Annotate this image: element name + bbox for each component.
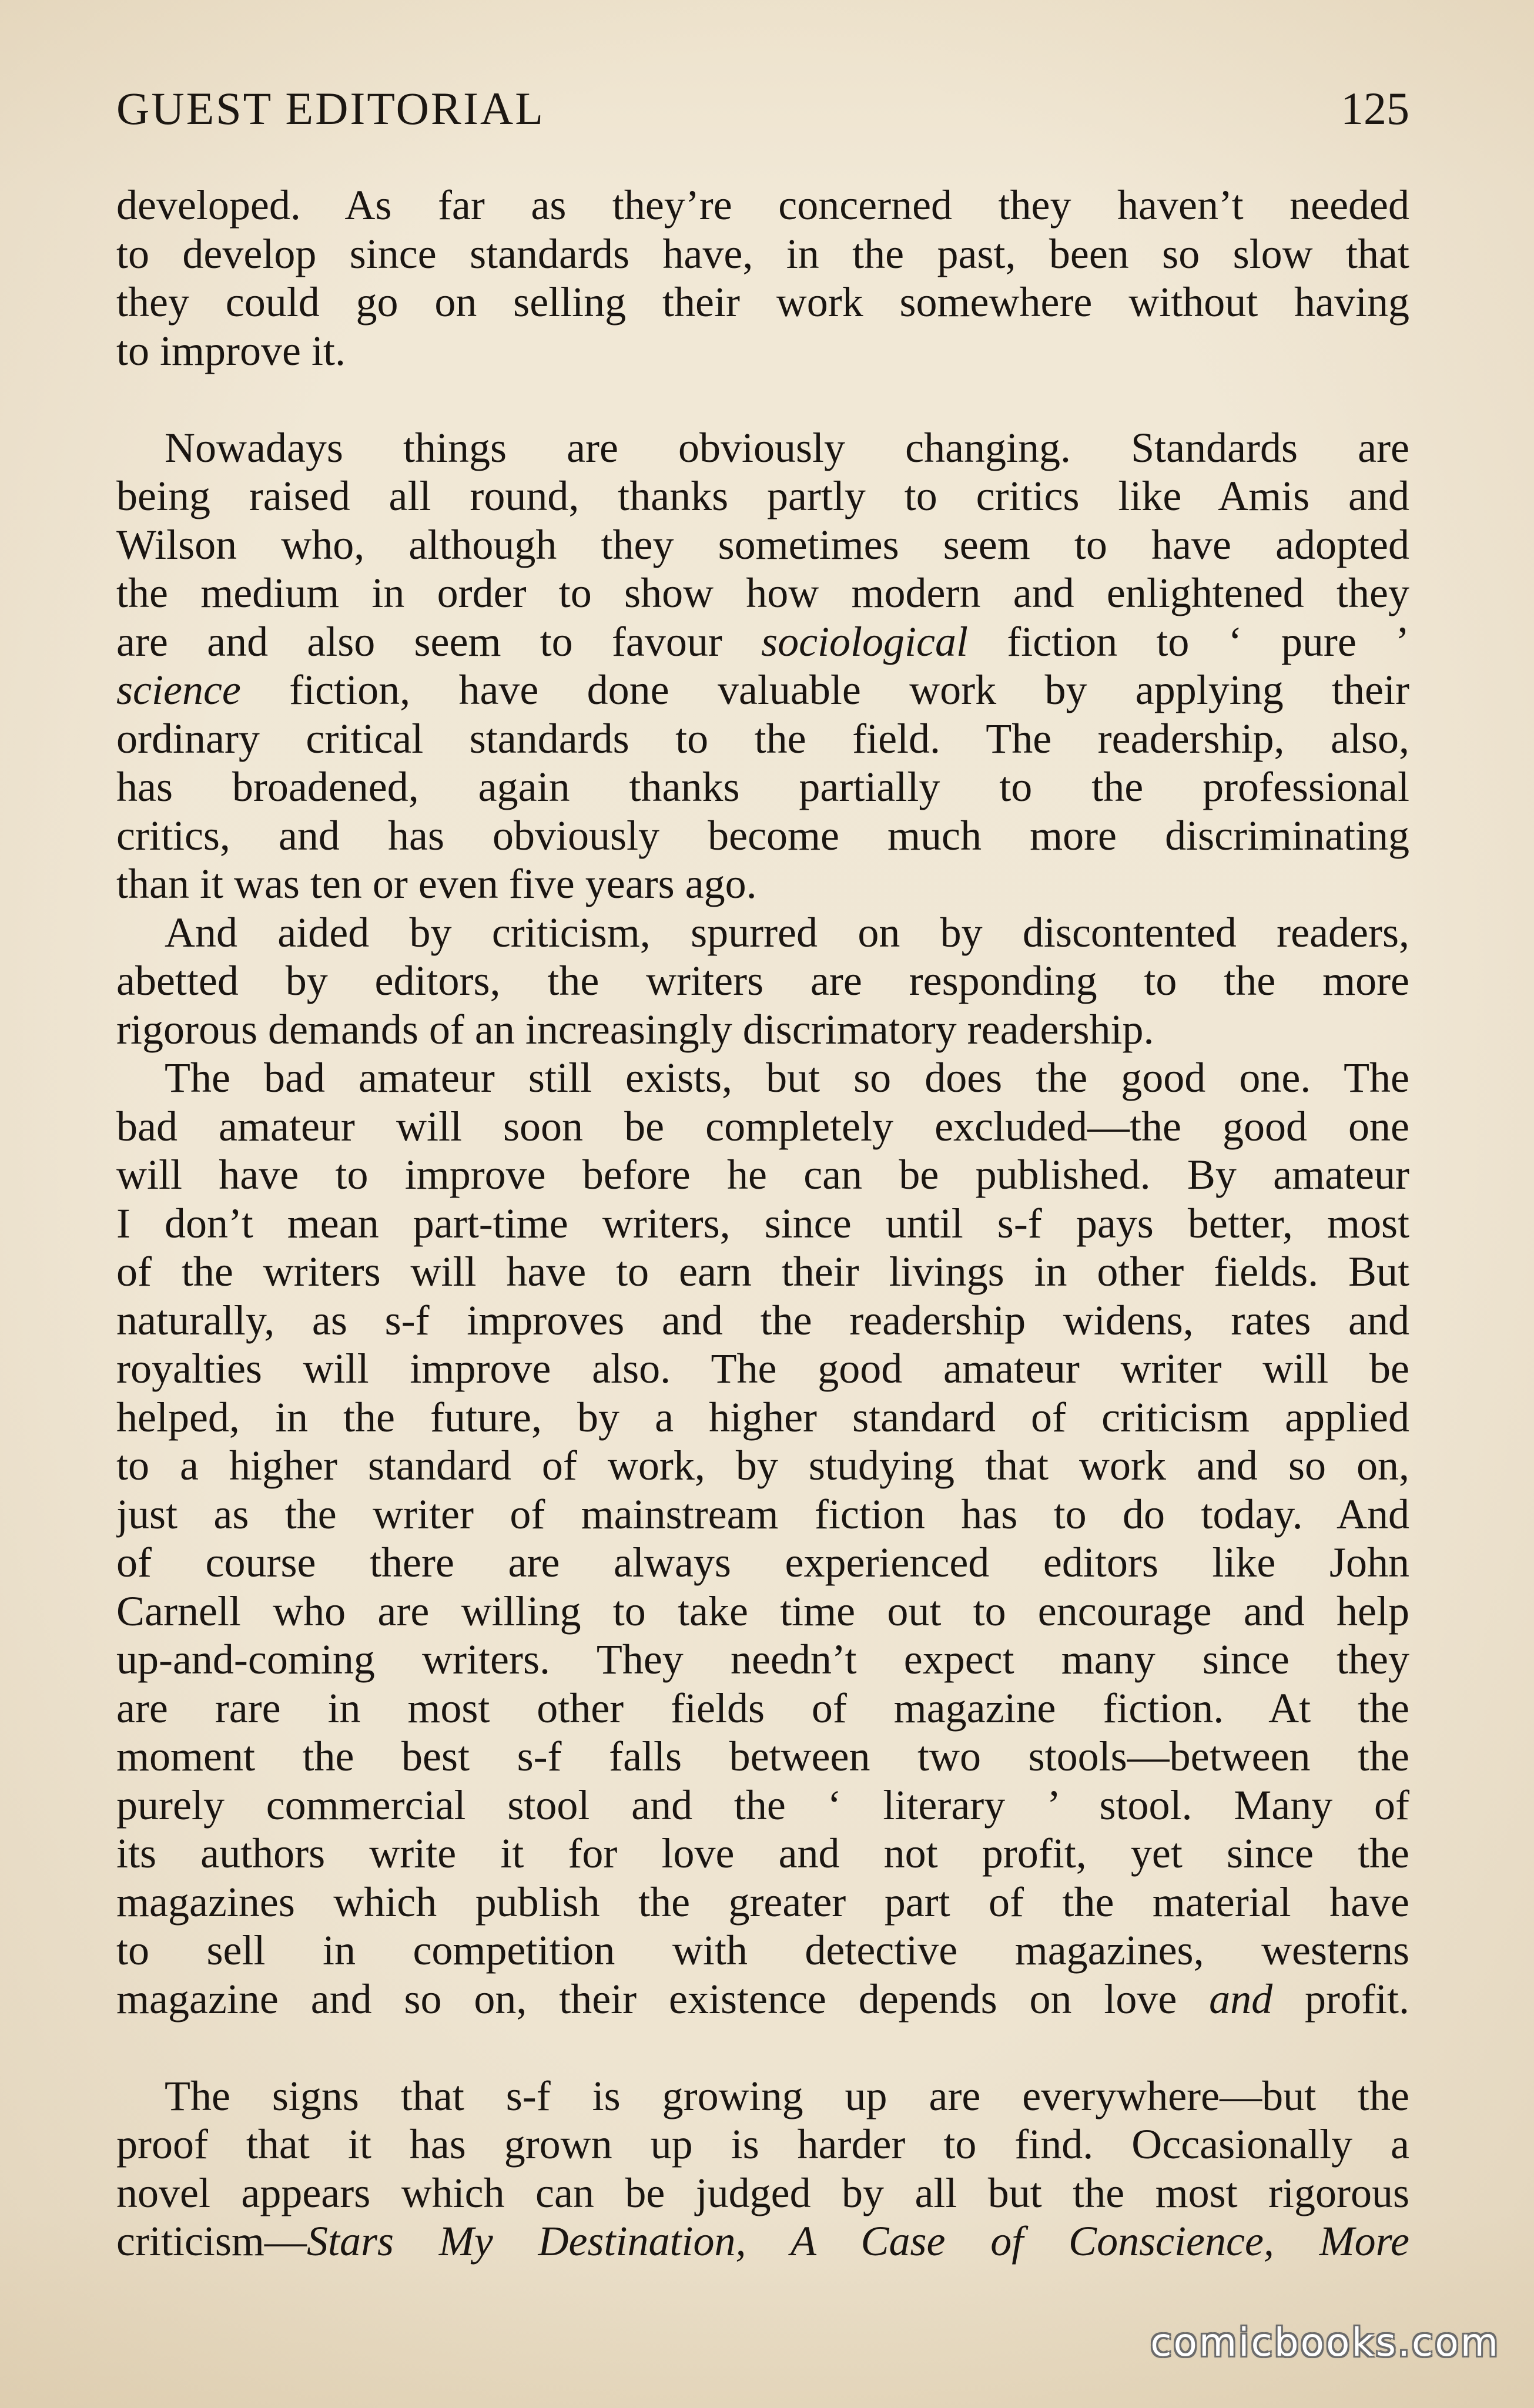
text-line: Wilson who, although they sometimes seem to have adopted: [116, 521, 1409, 568]
text-line: than it was ten or even five years ago.: [116, 860, 757, 907]
text-run: fiction to ‘ pure ’: [968, 618, 1409, 665]
text-line: to improve it.: [116, 327, 346, 374]
italic-text: and: [1209, 1975, 1273, 2023]
text-line: naturally, as s-f improves and the readership widens, rates and: [116, 1296, 1409, 1344]
text-run: magazine and so on, their existence depends on love: [116, 1975, 1210, 2023]
text-run: are and also seem to favour: [116, 618, 762, 665]
running-head: GUEST EDITORIAL: [116, 83, 545, 134]
text-line: [116, 618, 1409, 666]
italic-text: sociological: [761, 618, 969, 665]
text-line: magazines which publish the greater part of the material have: [116, 1878, 1409, 1926]
text-line: purely commercial stool and the ‘ literary ’ stool. Many of: [116, 1781, 1409, 1829]
text-line: Nowadays things are obviously changing. Standards are: [165, 424, 1409, 471]
italic-text: science: [116, 666, 241, 713]
text-line: I don’t mean part-time writers, since until s-f pays better, most: [116, 1199, 1409, 1247]
text-line: abetted by editors, the writers are responding to the more: [116, 957, 1409, 1004]
text-line: critics, and has obviously become much more discriminating: [116, 811, 1409, 859]
text-line: are rare in most other fields of magazine fiction. At the: [116, 1684, 1409, 1732]
text-line: proof that it has grown up is harder to find. Occasionally a: [116, 2121, 1409, 2168]
text-line: to a higher standard of work, by studying that work and so on,: [116, 1442, 1409, 1489]
text-line: up-and-coming writers. They needn’t expect many since they: [116, 1636, 1409, 1683]
text-line: developed. As far as they’re concerned they haven’t needed: [116, 182, 1409, 229]
section-break: [116, 375, 1409, 424]
text-line: [116, 666, 1409, 715]
text-line: being raised all round, thanks partly to critics like Amis and: [116, 472, 1409, 519]
text-line: will have to improve before he can be published. By amateur: [116, 1151, 1409, 1198]
text-line: to sell in competition with detective magazines, westerns: [116, 1927, 1409, 1974]
text-line: of course there are always experienced editors like John: [116, 1539, 1409, 1586]
text-line: [116, 2217, 1409, 2266]
text-run: profit.: [1272, 1975, 1409, 2023]
text-line: The signs that s-f is growing up are everywhere—but the: [165, 2072, 1409, 2119]
text-line: royalties will improve also. The good amateur writer will be: [116, 1345, 1409, 1392]
text-line: helped, in the future, by a higher standard of criticism applied: [116, 1393, 1409, 1441]
text-line: just as the writer of mainstream fiction has to do today. And: [116, 1490, 1409, 1538]
text-line: [116, 1975, 1409, 2024]
text-line: the medium in order to show how modern and enlightened they: [116, 569, 1409, 616]
text-line: to develop since standards have, in the past, been so slow that: [116, 230, 1409, 277]
text-line: has broadened, again thanks partially to the professional: [116, 763, 1409, 810]
text-line: novel appears which can be judged by all but the most rigorous: [116, 2169, 1409, 2216]
text-line: rigorous demands of an increasingly discrimatory readership.: [116, 1005, 1154, 1053]
text-line: bad amateur will soon be completely excluded—the good one: [116, 1102, 1409, 1150]
page-number: 125: [1341, 83, 1409, 134]
text-run: criticism—: [116, 2218, 307, 2265]
italic-text: Stars My Destination, A Case of Conscience, More: [306, 2218, 1409, 2265]
text-run: fiction, have done valuable work by applying their: [240, 666, 1409, 713]
text-line: ordinary critical standards to the field. The readership, also,: [116, 715, 1409, 762]
text-line: its authors write it for love and not profit, yet since the: [116, 1830, 1409, 1877]
text-line: Carnell who are willing to take time out to encourage and help: [116, 1587, 1409, 1635]
text-line: And aided by criticism, spurred on by discontented readers,: [165, 908, 1409, 956]
page-header: [116, 76, 1409, 141]
text-line: of the writers will have to earn their livings in other fields. But: [116, 1248, 1409, 1295]
text-line: The bad amateur still exists, but so does the good one. The: [165, 1054, 1409, 1101]
body-text: [116, 181, 1409, 2266]
section-break: [116, 2023, 1409, 2072]
site-watermark: comicbooks.com: [1150, 2320, 1500, 2365]
text-line: moment the best s-f falls between two stools—between the: [116, 1733, 1409, 1780]
text-line: they could go on selling their work somewhere without having: [116, 279, 1409, 326]
